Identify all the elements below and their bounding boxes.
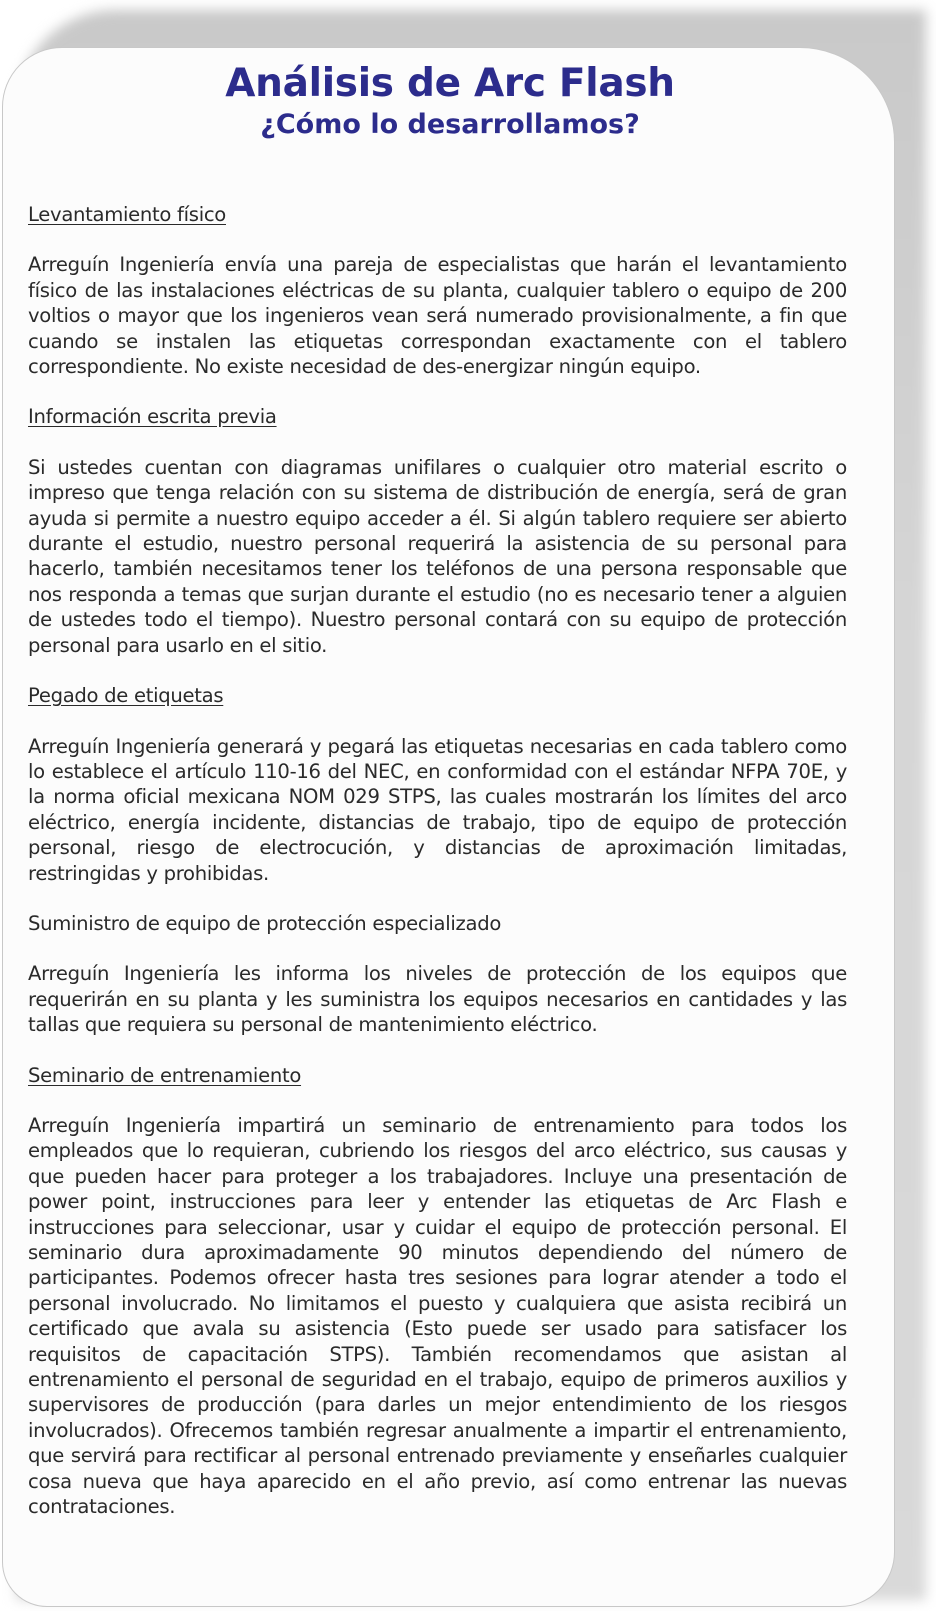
section-body-suministro: Arreguín Ingeniería les informa los niveles de protección de los equipos que requerirán en su planta y les suministra los equipos necesarios en cantidades y las tallas que requiera su personal de mantenimiento eléctrico. — [28, 962, 847, 1037]
section-heading-seminario: Seminario de entrenamiento — [28, 1063, 302, 1087]
section-body-seminario: Arreguín Ingeniería impartirá un seminario de entrenamiento para todos los empleados que lo requieran, cubriendo los riesgos del arco eléctrico, sus causas y que pueden hacer para proteger a los trabajadores. Incluye una presentación de power point, instrucciones para leer y entender las etiquetas de Arc Flash e instrucciones para seleccionar, usar y cuidar el equipo de protección personal. El seminario dura aproximadamente 90 minutos dependiendo del número de participantes. Podemos ofrecer hasta tres sesiones para lograr atender a todo el personal involucrado. No limitamos el puesto y cualquiera que asista recibirá un certificado que avala su asistencia (Esto puede ser usado para satisfacer los requisitos de capacitación STPS). También recomendamos que asistan al entrenamiento el personal de seguridad en el trabajo, equipo de primeros auxilios y supervisores de producción (para darles un mejor entendimiento de los riesgos involucrados). Ofrecemos también regresar anualmente a impartir el entrenamiento, que servirá para rectificar al personal entrenado previamente y enseñarles cualquier cosa nueva que haya aparecido en el año previo, así como entrenar las nuevas contrataciones. — [28, 1113, 847, 1519]
section-heading-pegado: Pegado de etiquetas — [28, 684, 224, 708]
section-heading-informacion: Información escrita previa — [28, 405, 277, 429]
section-body-informacion: Si ustedes cuentan con diagramas unifilares o cualquier otro material escrito o impreso que tenga relación con su sistema de distribución de energía, será de gran ayuda si permite a nuestro equipo acceder a él. Si algún tablero requiere ser abierto durante el estudio, nuestro personal requerirá la asistencia de su personal para hacerlo, también necesitamos tener los teléfonos de una persona responsable que nos responda a temas que surjan durante el estudio (no es necesario tener a alguien de ustedes todo el tiempo). Nuestro personal contará con su equipo de protección personal para usarlo en el sitio. — [28, 455, 847, 657]
section-body-pegado: Arreguín Ingeniería generará y pegará las etiquetas necesarias en cada tablero como lo establece el artículo 110-16 del NEC, en conformidad con el estándar NFPA 70E, y la norma oficial mexicana NOM 029 STPS, las cuales mostrarán los límites del arco eléctrico, energía incidente, distancias de trabajo, tipo de equipo de protección personal, riesgo de electrocución, y distancias de aproximación limitadas, restringidas y prohibidas. — [28, 734, 847, 885]
section-heading-levantamiento: Levantamiento físico — [28, 203, 226, 226]
document-body — [28, 202, 847, 1544]
document-header — [0, 62, 900, 142]
page-subtitle: ¿Cómo lo desarrollamos? — [260, 109, 640, 140]
section-body-levantamiento: Arreguín Ingeniería envía una pareja de especialistas que harán el levantamiento físico de las instalaciones eléctricas de su planta, cualquier tablero o equipo de 200 voltios o mayor que los ingenieros vean será numerado provisionalmente, a fin que cuando se instalen las etiquetas correspondan exactamente con el tablero correspondiente. No existe necesidad de des-energizar ningún equipo. — [28, 253, 847, 379]
page-title: Análisis de Arc Flash — [225, 61, 675, 106]
section-heading-suministro: Suministro de equipo de protección especializado — [28, 911, 502, 935]
